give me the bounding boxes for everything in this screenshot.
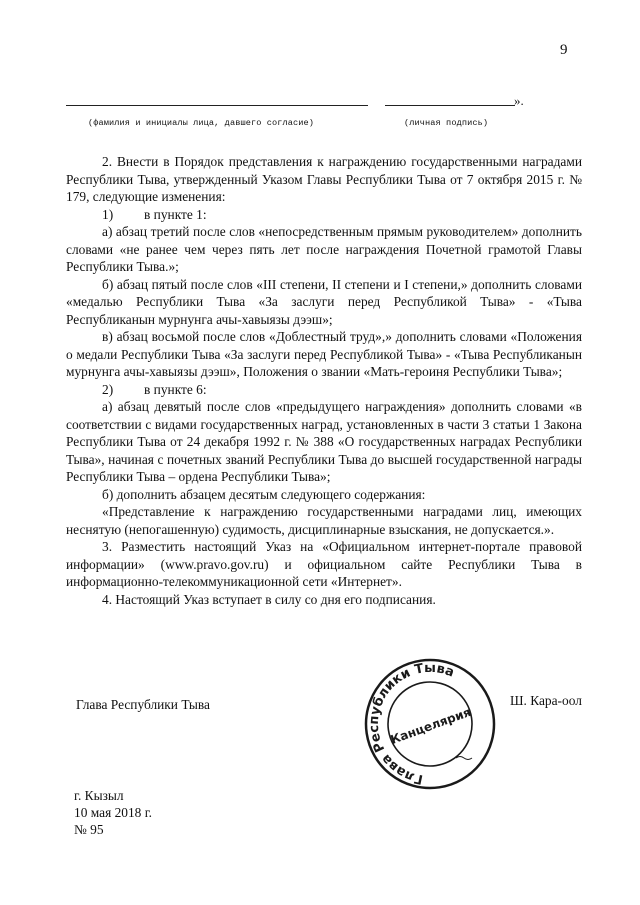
footer-city: г. Кызыл <box>74 788 124 803</box>
paragraph-2b: б) дополнить абзацем десятым следующего содержания: <box>102 486 426 502</box>
document-body <box>66 153 582 608</box>
official-stamp <box>360 654 500 794</box>
item-2-heading <box>66 381 582 399</box>
name-signature-line <box>66 105 368 106</box>
item-1-number: 1) <box>102 206 114 222</box>
footer-date: 10 мая 2018 г. <box>74 805 153 820</box>
paragraph-2b-quote: «Представление к награждению государственными наградами лиц, имеющих неснятую (непогашенную) судимость, дисциплинарные взыскания, не допускается.». <box>66 504 582 537</box>
name-caption: (фамилия и инициалы лица, давшего согласие) <box>88 118 315 128</box>
paragraph-2: 2. Внести в Порядок представления к награждению государственными наградами Республики Тыва, утвержденный Указом Главы Республики Тыва от 7 октября 2015 г. № 179, следующие изменения: <box>66 154 582 204</box>
signatory-name: Ш. Кара-оол <box>510 693 582 708</box>
paragraph-2a: а) абзац девятый после слов «предыдущего награждения» дополнить словами «в соответствии с видами государственных наград, установленных в части 3 статьи 1 Закона Республики Тыва от 24 декабря 1992 г. № 388 «О государственных наградах Республики Тыва», начиная с почетных званий Республики Тыва до высшей государственной награды Республики Тыва – ордена Республики Тыва»; <box>66 399 582 484</box>
footer-number: № 95 <box>74 822 104 837</box>
item-1-heading <box>66 206 582 224</box>
paragraph-4: 4. Настоящий Указ вступает в силу со дня его подписания. <box>102 591 436 607</box>
signatory-title: Глава Республики Тыва <box>76 697 210 712</box>
paragraph-1c: в) абзац восьмой после слов «Доблестный труд»,» дополнить словами «Положения о медали Республики Тыва «За заслуги перед Республикой Тыва» - «Тыва Республиканын мурнунга ачы-хавыязы дээш», Положения о звании «Мать-героиня Республики Тыва»; <box>66 329 582 379</box>
stamp-center-text: Канцелярия <box>388 704 473 747</box>
paragraph-1a: а) абзац третий после слов «непосредственным прямым руководителем» дополнить словами «не ранее чем через пять лет после награждения Почетной грамотой Главы Республики Тыва.»; <box>66 224 582 274</box>
paragraph-1b: б) абзац пятый после слов «III степени, II степени и I степени,» дополнить словами «медалью Республики Тыва «За заслуги перед Республикой Тыва» - «Тыва Республиканын мурнунга ачы-хавыязы дээш»; <box>66 276 582 327</box>
signature-line-end: ». <box>514 93 524 108</box>
signature-caption: (личная подпись) <box>404 118 489 128</box>
personal-signature-line <box>385 105 515 106</box>
stamp-ring-text: Глава Республики Тыва <box>366 660 457 787</box>
stamp-squiggle <box>456 757 472 760</box>
item-2-label: в пункте 6: <box>144 381 207 397</box>
item-1-label: в пункте 1: <box>144 206 207 222</box>
paragraph-3: 3. Разместить настоящий Указ на «Официальном интернет-портале правовой информации» (www.pravo.gov.ru) и официальном сайте Республики Тыва в информационно-телекоммуникационной сети «Интернет». <box>66 539 582 589</box>
item-2-number: 2) <box>102 381 114 397</box>
page-number: 9 <box>560 42 568 58</box>
document-footer <box>74 787 152 838</box>
